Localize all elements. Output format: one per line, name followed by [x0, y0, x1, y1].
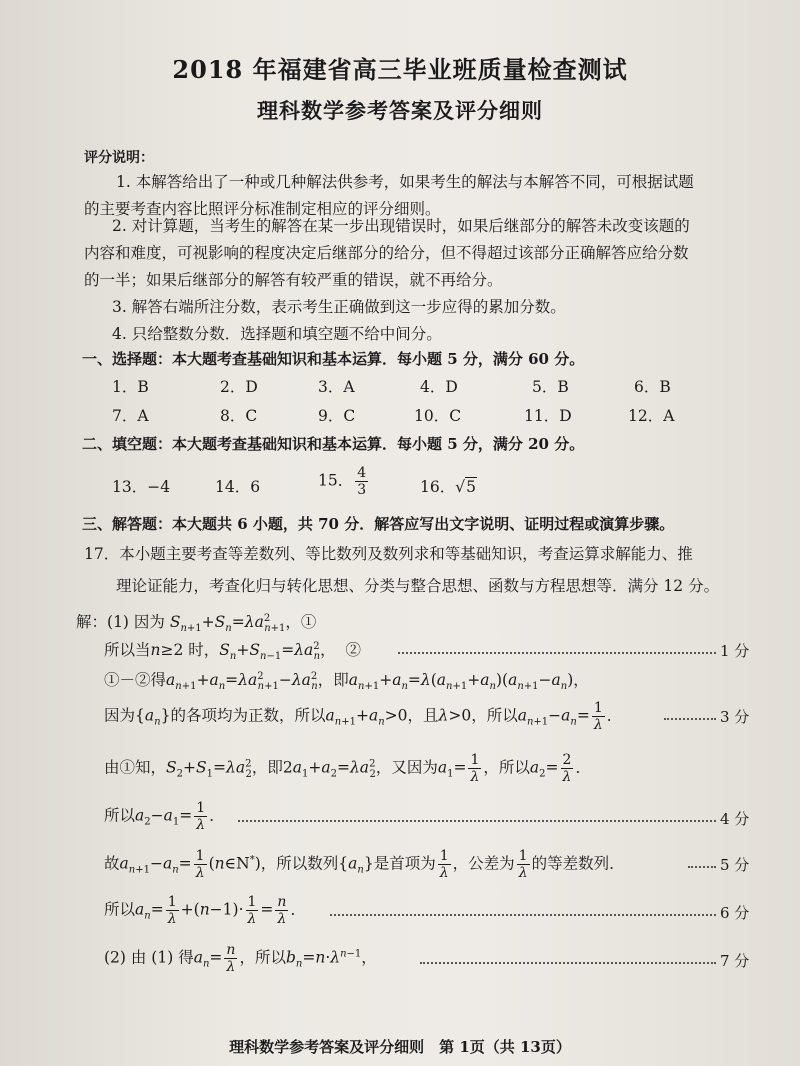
solution-line-1: 解：(1) 因为 $S_{n+1}+S_n=\lambda a^2_{n+1}$，①: [76, 612, 317, 635]
section1-heading: 一、选择题：本大题考查基础知识和基本运算．每小题 5 分，满分 60 分。: [82, 350, 585, 368]
answer-5: 5．B: [532, 378, 569, 396]
solution-line-7: 故$a_{n+1}-a_n=$ $\frac{1}{\lambda}$ (n∈N*)，所以数列$\{a_n\}$是首项为 $\frac{1}{\lambda}$ ，公差为 $\frac{1}{\lambda}$ 的等差数列．: [104, 848, 625, 881]
solution-text: 是首项为: [373, 854, 436, 873]
solution-line-5: 由①知，$S_2+S_1=\lambda a^2_2$，即$2a_1+a_2=\lambda a^2_2$，又因为$a_1=$ $\frac{1}{\lambda}$ ，所以$a_2=$ $\frac{2}{\lambda}$ ．: [104, 752, 591, 785]
solution-text: 的各项均为正数，所以: [170, 706, 326, 725]
notes-heading: 评分说明：: [84, 150, 154, 166]
answer-15-label: 15．: [318, 471, 354, 490]
section3-heading: 三、解答题：本大题共 6 小题，共 70 分．解答应写出文字说明、证明过程或演算步骤。: [82, 515, 675, 533]
solution-text: (2) 由 (1) 得: [104, 948, 194, 967]
score-3: 3 分: [720, 708, 750, 726]
solution-text: 所以: [104, 900, 136, 919]
section2-heading: 二、填空题：本大题考查基础知识和基本运算．每小题 5 分，满分 20 分。: [82, 435, 585, 453]
solution-line-3: ①－②得$a_{n+1}+a_n=\lambda a^2_{n+1}-\lambda a^2_n$，即$a_{n+1}+a_n=\lambda(a_{n+1}+a_n)(a_{n+1}-a_n)$，: [104, 670, 589, 693]
dotted-leader: [398, 652, 716, 654]
circle-1: ①: [300, 613, 317, 631]
note-2c: 的一半；如果后继部分的解答有较严重的错误，就不再给分。: [84, 271, 503, 289]
answer-16-radicand: 5: [466, 478, 476, 496]
answer-15: [318, 465, 370, 498]
note-2b: 内容和难度，可视影响的程度决定后继部分的给分，但不得超过该部分正确解答应给分数: [84, 244, 689, 262]
exam-subtitle: 理科数学参考答案及评分细则: [257, 98, 543, 123]
note-1b: 的主要考查内容比照评分标准制定相应的评分细则。: [84, 200, 441, 218]
solution-text: ，又因为: [375, 758, 438, 777]
answer-13: 13．−4: [112, 478, 171, 496]
solution-text: ，即: [251, 758, 283, 777]
solution-text: ，公差为: [452, 854, 515, 873]
dotted-leader: [238, 820, 716, 822]
solution-text: 因为: [104, 706, 136, 725]
score-5: 5 分: [720, 856, 750, 874]
score-1: 1 分: [720, 642, 750, 660]
answer-6: 6．B: [634, 378, 671, 396]
solution-text: ，即: [317, 671, 349, 689]
solution-text: 所以: [104, 806, 136, 825]
solution-text: 由①知，: [104, 758, 167, 777]
answer-15-denominator: 3: [357, 482, 367, 498]
answer-7: 7．A: [112, 407, 149, 425]
solution-text: 所以当: [104, 641, 151, 659]
solution-text: (1) 因为: [107, 613, 165, 631]
solution-line-4: 因为$\{a_n\}$的各项均为正数，所以$a_{n+1}+a_n>0$，且λ>0，所以$a_{n+1}-a_n=$ $\frac{1}{\lambda}$ ．: [104, 700, 623, 733]
solution-line-6: 所以$a_2-a_1=$ $\frac{1}{\lambda}$ ．: [104, 800, 225, 833]
answer-8: 8．C: [220, 407, 258, 425]
answer-4: 4．D: [420, 378, 458, 396]
score-6: 6 分: [720, 904, 750, 922]
answer-14: 14．6: [215, 478, 261, 496]
answer-1: 1．B: [112, 378, 149, 396]
answer-10: 10．C: [414, 407, 462, 425]
sqrt-icon: √: [455, 478, 466, 496]
solution-text: ，所以: [239, 948, 286, 967]
answer-11: 11．D: [524, 407, 572, 425]
dotted-leader: [420, 962, 716, 964]
solution-text: ，所以: [471, 706, 518, 725]
solution-text: ，所以数列: [260, 854, 339, 873]
dotted-leader: [664, 718, 716, 720]
answer-16-label: 16．: [420, 478, 456, 496]
circle-2: ②: [345, 641, 361, 659]
solution-line-9: (2) 由 (1) 得$a_n=$ $\frac{n}{\lambda}$ ，所以$b_n=n\cdot\lambda^{n-1}$，: [104, 942, 377, 975]
page-footer: 理科数学参考答案及评分细则 第 1页（共 13页）: [229, 1038, 571, 1056]
question-17-desc-a: 17．本小题主要考查等差数列、等比数列及数列求和等基础知识，考查运算求解能力、推: [84, 545, 693, 563]
answer-15-numerator: 4: [357, 465, 367, 481]
note-3: 3. 解答右端所注分数，表示考生正确做到这一步应得的累加分数。: [112, 298, 566, 316]
solution-text: ，所以: [483, 758, 530, 777]
score-4: 4 分: [720, 810, 750, 828]
note-2a: 2. 对计算题，当考生的解答在某一步出现错误时，如果后继部分的解答未改变该题的: [112, 217, 690, 235]
answer-2: 2．D: [220, 378, 258, 396]
answer-9: 9．C: [318, 407, 356, 425]
score-7: 7 分: [720, 952, 750, 970]
solution-text: ①－②得: [104, 671, 167, 689]
solution-line-2: 所以当n≥2 时，$S_n+S_{n-1}=\lambda a^2_n$， ②: [104, 640, 361, 663]
dotted-leader: [330, 914, 716, 916]
question-17-desc-b: 理论证能力，考查化归与转化思想、分类与整合思想、函数与方程思想等．满分 12 分。: [116, 577, 720, 595]
answer-3: 3．A: [318, 378, 355, 396]
solution-text: ，且: [407, 706, 439, 725]
answer-12: 12．A: [628, 407, 675, 425]
exam-title: 2018 年福建省高三毕业班质量检查测试: [172, 55, 628, 84]
solution-label: 解：: [76, 613, 108, 631]
note-4: 4. 只给整数分数．选择题和填空题不给中间分。: [112, 325, 442, 343]
note-1a: 1. 本解答给出了一种或几种解法供参考，如果考生的解法与本解答不同，可根据试题: [116, 173, 694, 191]
dotted-leader: [688, 866, 716, 868]
solution-text: 故: [104, 854, 120, 873]
answer-16: [420, 475, 477, 497]
solution-text: 的等差数列．: [531, 854, 625, 873]
solution-line-8: 所以$a_n=$ $\frac{1}{\lambda}$ +(n−1)· $\frac{1}{\lambda}$ = $\frac{n}{\lambda}$ ．: [104, 894, 306, 927]
